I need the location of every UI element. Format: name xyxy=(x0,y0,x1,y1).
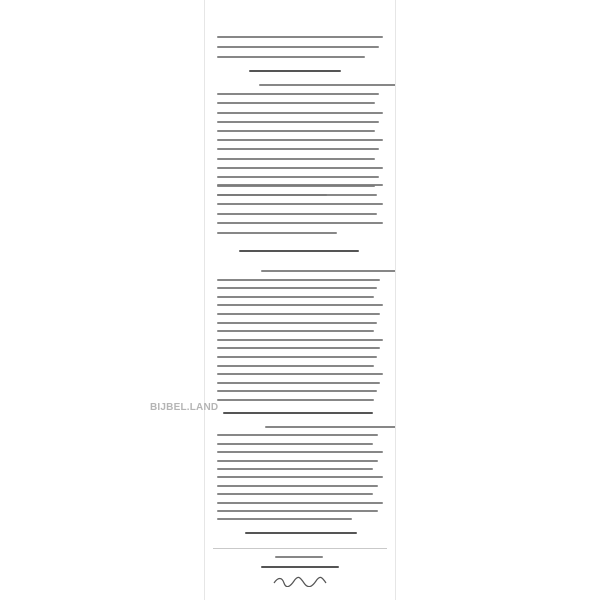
text-line xyxy=(217,347,380,349)
text-line xyxy=(217,213,377,215)
text-line xyxy=(217,148,379,150)
text-line xyxy=(217,322,377,324)
text-line xyxy=(217,460,378,462)
text-line xyxy=(217,502,383,504)
text-line xyxy=(217,279,380,281)
text-line xyxy=(217,476,383,478)
text-line xyxy=(217,373,383,375)
text-line xyxy=(217,365,374,367)
text-line xyxy=(217,390,377,392)
text-line xyxy=(217,167,383,169)
section-heading xyxy=(245,532,357,534)
text-line xyxy=(217,510,378,512)
text-line xyxy=(217,434,378,436)
text-line xyxy=(217,56,365,58)
text-line xyxy=(217,287,377,289)
text-line xyxy=(217,330,374,332)
watermark-text: BIJBEL.LAND xyxy=(150,402,219,413)
section-heading xyxy=(223,412,373,414)
text-line xyxy=(217,451,383,453)
text-line xyxy=(217,485,378,487)
text-line xyxy=(217,339,383,341)
text-line xyxy=(217,158,375,160)
divider-line xyxy=(213,548,387,549)
section-heading xyxy=(239,250,359,252)
text-line xyxy=(217,36,383,38)
text-line xyxy=(217,356,377,358)
text-line xyxy=(217,443,373,445)
text-line xyxy=(217,139,383,141)
text-line xyxy=(217,184,383,186)
text-line xyxy=(217,176,379,178)
text-line xyxy=(217,222,383,224)
text-line xyxy=(217,518,352,520)
text-line xyxy=(261,270,396,272)
document-page xyxy=(204,0,396,600)
text-line xyxy=(217,102,375,104)
text-line xyxy=(217,382,380,384)
text-line xyxy=(217,232,337,234)
text-line xyxy=(217,304,383,306)
text-line xyxy=(217,468,373,470)
signature-mark xyxy=(272,575,328,587)
section-heading xyxy=(249,70,341,72)
text-line xyxy=(217,203,383,205)
text-line xyxy=(217,296,374,298)
text-line xyxy=(217,121,379,123)
text-line xyxy=(217,313,380,315)
text-line xyxy=(265,426,396,428)
text-line xyxy=(259,84,396,86)
text-line xyxy=(217,493,373,495)
footer-heading xyxy=(261,566,339,568)
text-line xyxy=(275,556,323,558)
text-line xyxy=(217,399,374,401)
text-line xyxy=(217,93,379,95)
text-line xyxy=(217,112,383,114)
text-line xyxy=(217,46,379,48)
text-line xyxy=(217,130,375,132)
text-line xyxy=(217,194,377,196)
